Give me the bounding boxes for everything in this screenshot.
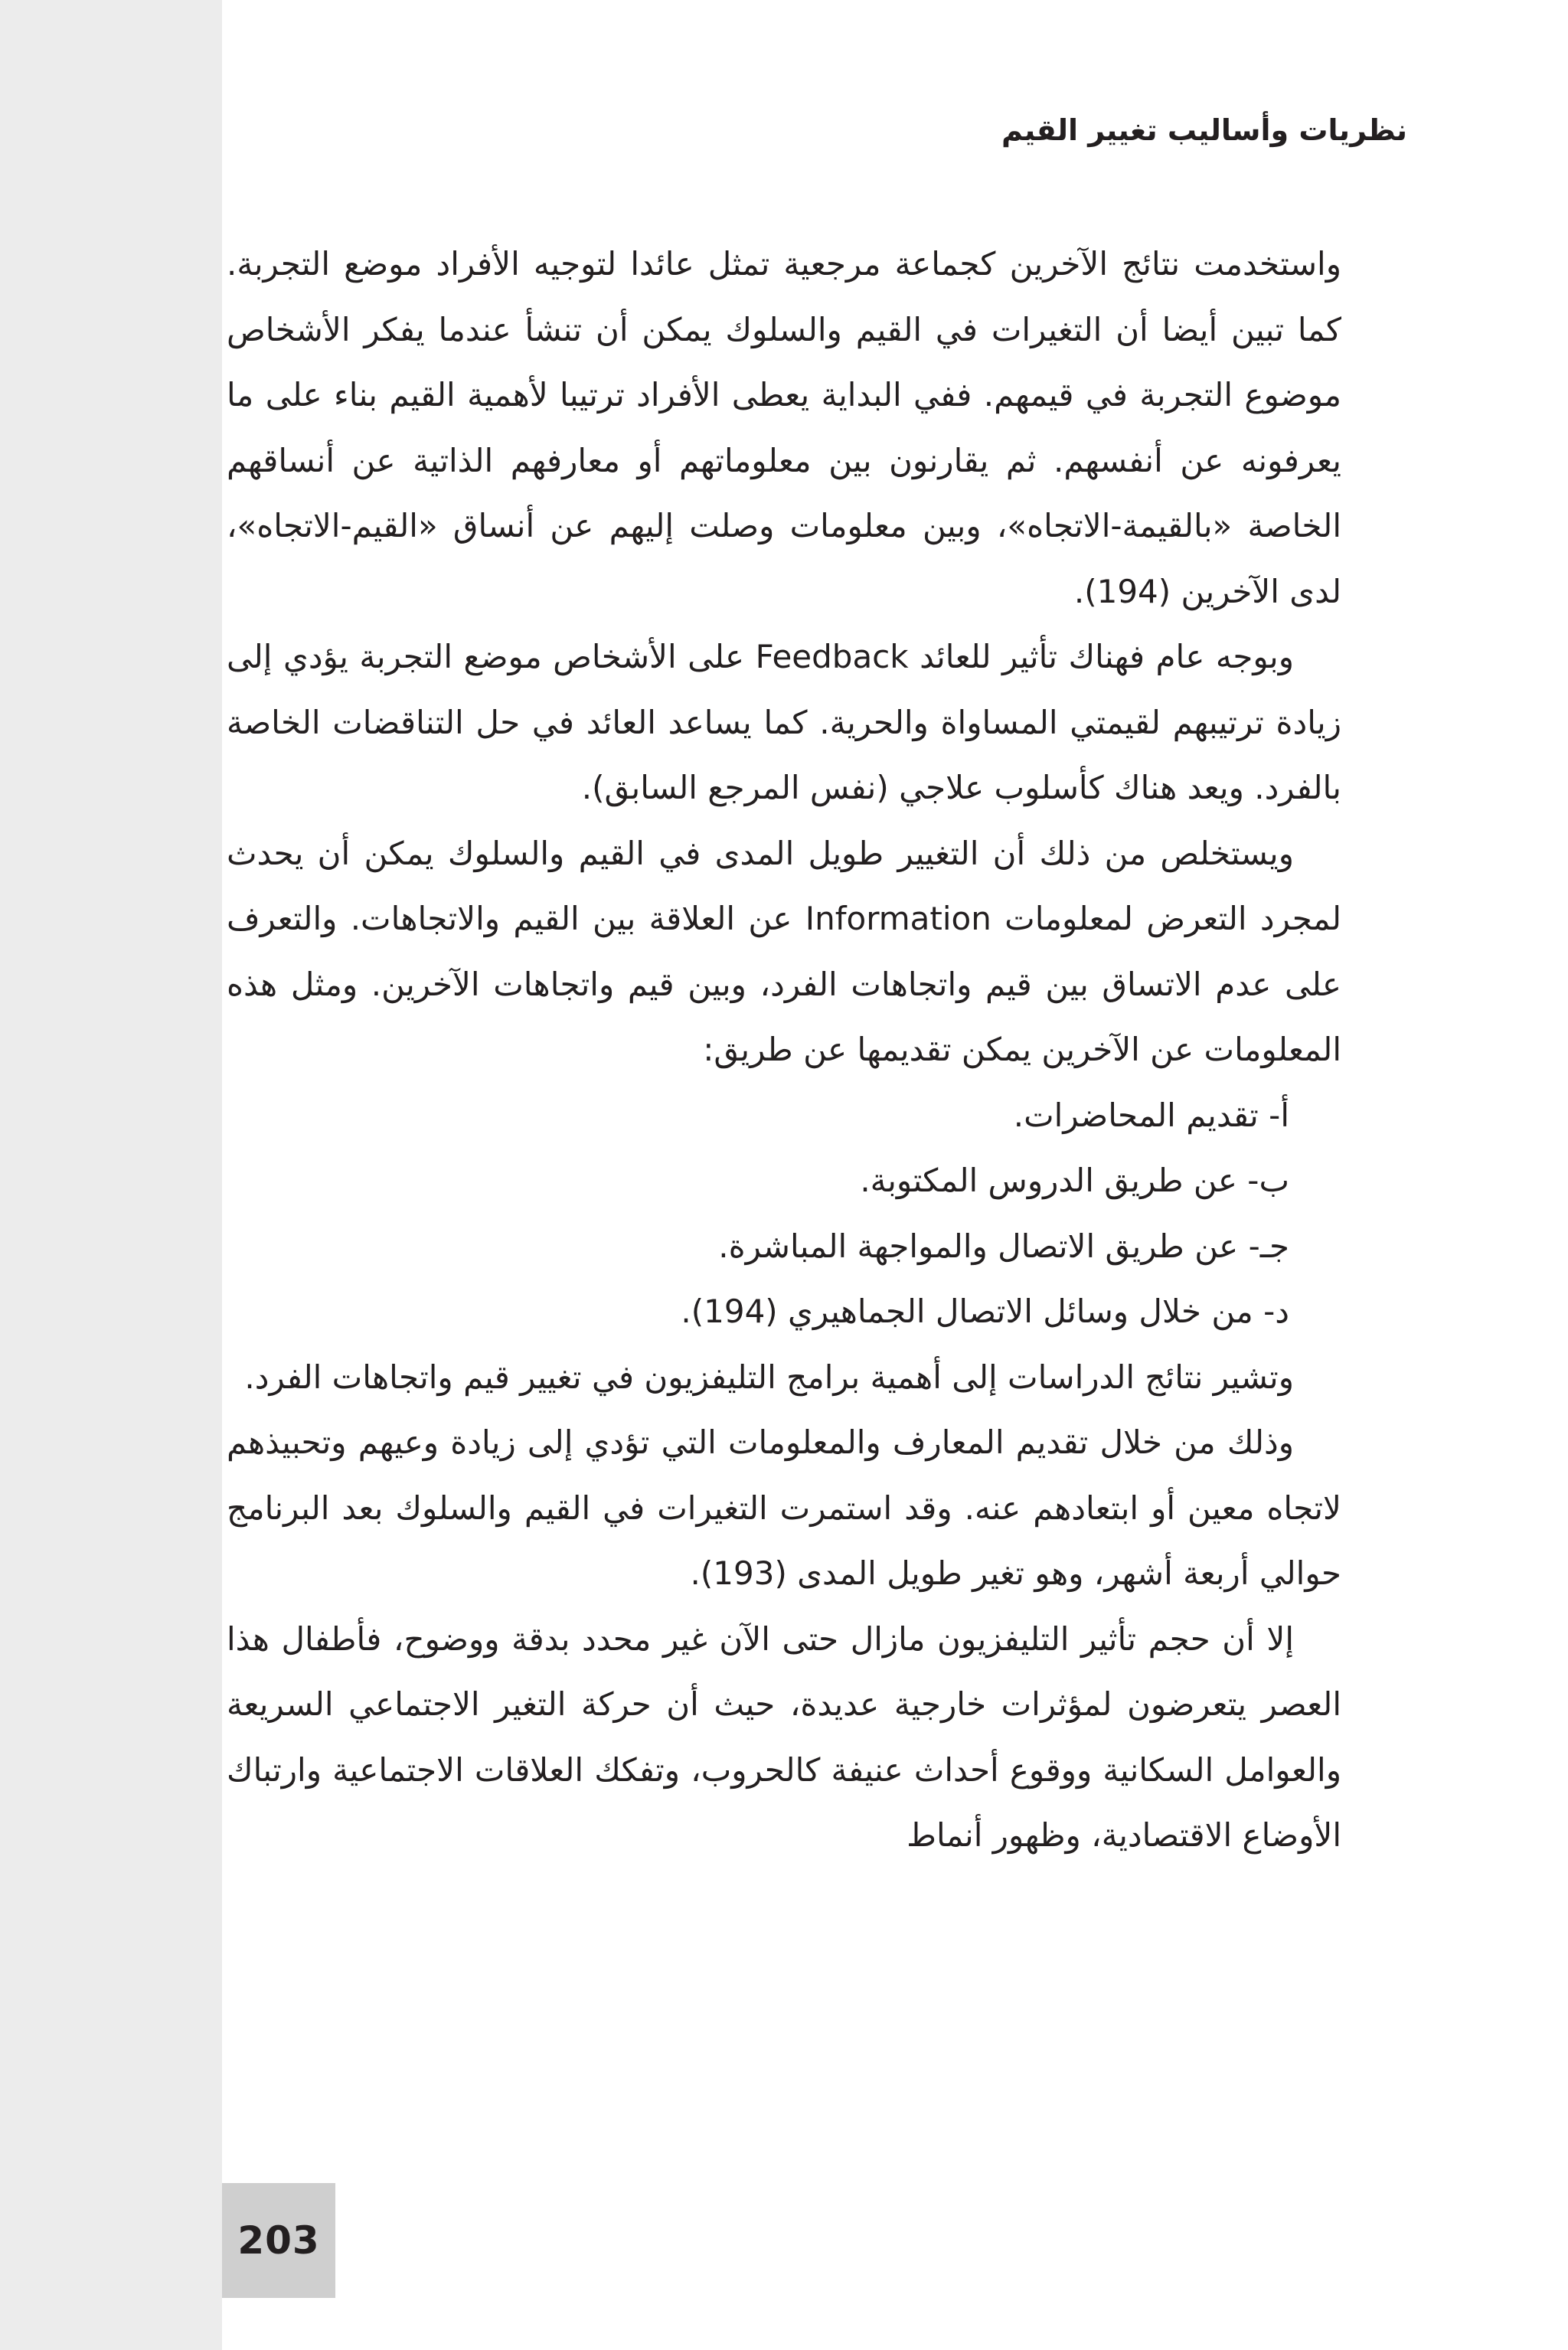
running-header: نظريات وأساليب تغيير القيم [1001,113,1407,147]
paragraph: وتشير نتائج الدراسات إلى أهمية برامج التليفزيون في تغيير قيم واتجاهات الفرد. [244,1358,1294,1396]
page-margin-strip [0,0,222,2350]
paragraph: وذلك من خلال تقديم المعارف والمعلومات التي تؤدي إلى زيادة وعيهم وتحبيذهم لاتجاه معين أو ابتعادهم عنه. وقد استمرت التغيرات في القيم والسلوك بعد البرنامج حوالي أربعة أشهر، وهو تغير طويل المدى (193). [227,1423,1341,1592]
list-item: أ- تقديم المحاضرات. [1013,1096,1289,1134]
paragraph: واستخدمت نتائج الآخرين كجماعة مرجعية تمثل عائدا لتوجيه الأفراد موضع التجربة. كما تبين أيضا أن التغيرات في القيم والسلوك يمكن أن تنشأ عندما يفكر الأشخاص موضوع التجربة في قيمهم. ففي البداية يعطى الأفراد ترتيبا لأهمية القيم بناء على ما يعرفونه عن أنفسهم. ثم يقارنون بين معلوماتهم أو معارفهم الذاتية عن أنساقهم الخاصة «بالقيمة-الاتجاه»، وبين معلومات وصلت إليهم عن أنساق «القيم-الاتجاه»، لدى الآخرين (194). [227,245,1341,610]
paragraph: إلا أن حجم تأثير التليفزيون مازال حتى الآن غير محدد بدقة ووضوح، فأطفال هذا العصر يتعرضون لمؤثرات خارجية عديدة، حيث أن حركة التغير الاجتماعي السريعة والعوامل السكانية ووقوع أحداث عنيفة كالحروب، وتفكك العلاقات الاجتماعية وارتباك الأوضاع الاقتصادية، وظهور أنماط [227,1620,1341,1854]
list-item: د- من خلال وسائل الاتصال الجماهيري (194). [681,1293,1289,1330]
list-item: ب- عن طريق الدروس المكتوبة. [860,1162,1289,1199]
paragraph: ويستخلص من ذلك أن التغيير طويل المدى في القيم والسلوك يمكن أن يحدث لمجرد التعرض لمعلومات Information عن العلاقة بين القيم والاتجاهات. والتعرف على عدم الاتساق بين قيم واتجاهات الفرد، وبين قيم واتجاهات الآخرين. ومثل هذه المعلومات عن الآخرين يمكن تقديمها عن طريق: [227,834,1341,1068]
page-number-box [222,2183,335,2298]
page-number: 203 [237,2218,320,2263]
list-item: جـ- عن طريق الاتصال والمواجهة المباشرة. [718,1227,1289,1265]
paragraph: وبوجه عام فهناك تأثير للعائد Feedback على الأشخاص موضع التجربة يؤدي إلى زيادة ترتيبهم لقيمتي المساواة والحرية. كما يساعد العائد في حل التناقضات الخاصة بالفرد. ويعد هناك كأسلوب علاجي (نفس المرجع السابق). [227,638,1341,806]
body-text [227,231,1341,1868]
